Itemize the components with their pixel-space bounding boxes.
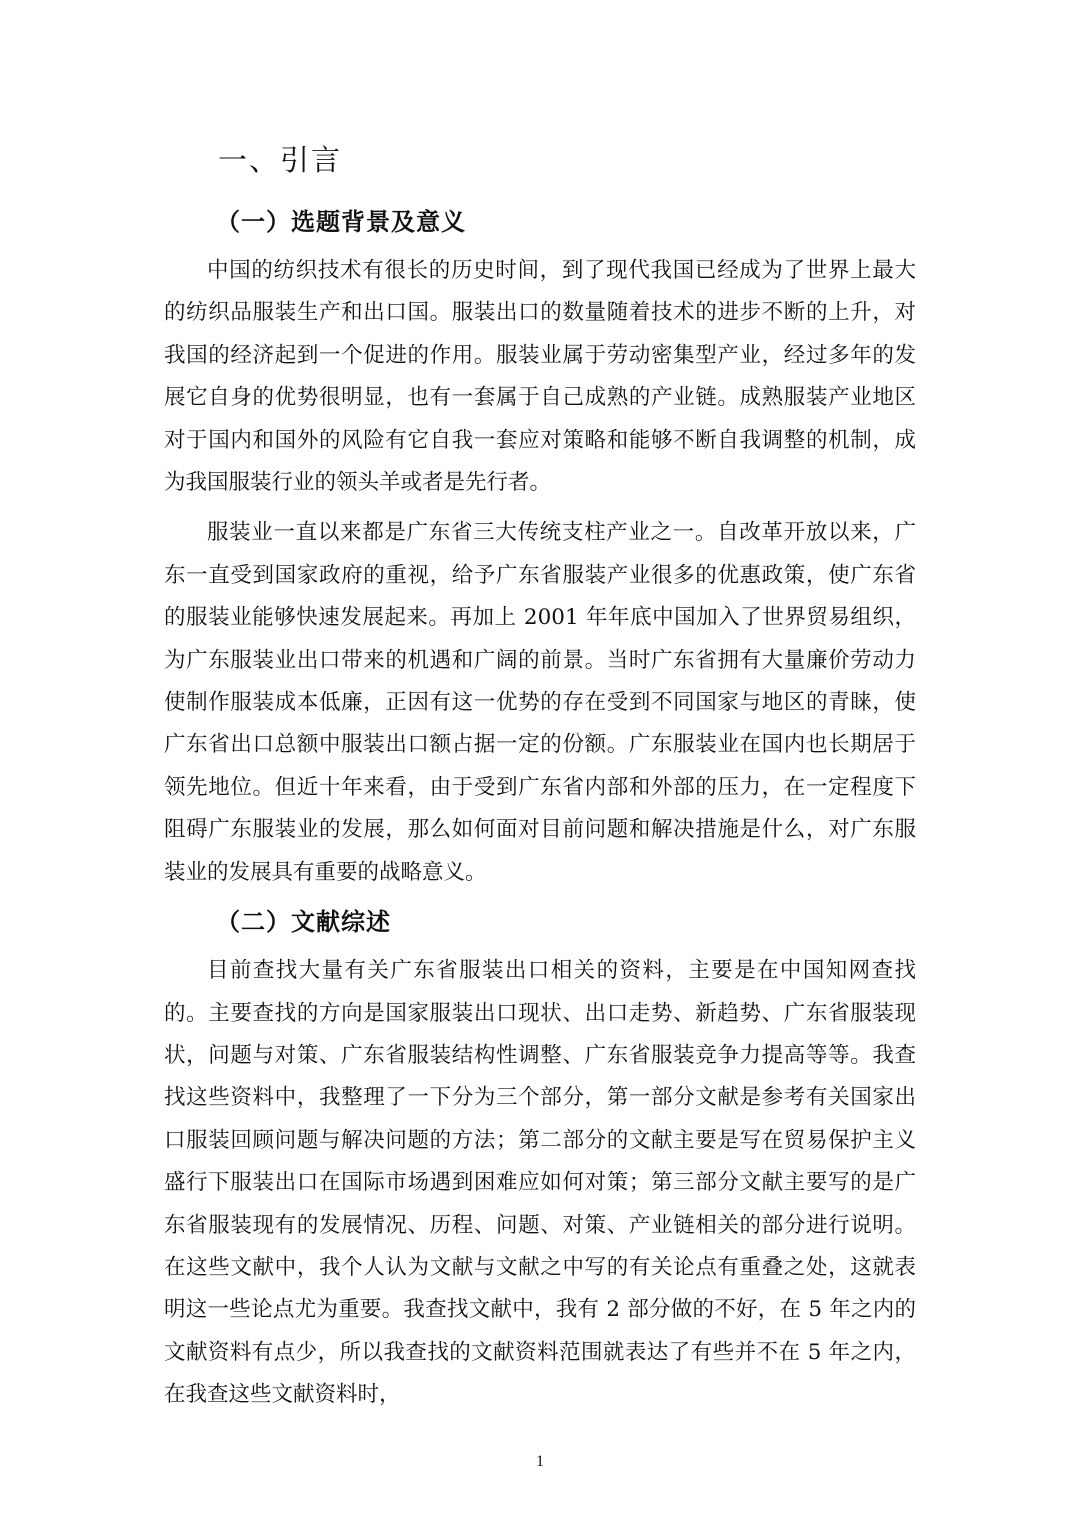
paragraph-background-1: 中国的纺织技术有很长的历史时间，到了现代我国已经成为了世界上最大的纺织品服装生产和出口国。服装出口的数量随着技术的进步不断的上升，对我国的经济起到一个促进的作用。服装业属于劳动密集型产业，经过多年的发展它自身的优势很明显，也有一套属于自己成熟的产业链。成熟服装产业地区对于国内和国外的风险有它自我一套应对策略和能够不断自我调整的机制，成为我国服装行业的领头羊或者是先行者。 [164, 258, 916, 496]
paragraph-background-2: 服装业一直以来都是广东省三大传统支柱产业之一。自改革开放以来，广东一直受到国家政府的重视，给予广东省服装产业很多的优惠政策，使广东省的服装业能够快速发展起来。再加上 2001 年年底中国加入了世界贸易组织，为广东服装业出口带来的机遇和广阔的前景。当时广东省拥有大量廉价劳动力使制作服装成本低廉，正因有这一优势的存在受到不同国家与地区的青睐，使广东省出口总额中服装出口额占据一定的份额。广东服装业在国内也长期居于领先地位。但近十年来看，由于受到广东省内部和外部的压力，在一定程度下阻碍广东服装业的发展，那么如何面对目前问题和解决措施是什么，对广东服装业的发展具有重要的战略意义。 [164, 520, 916, 885]
section-heading-background: （一）选题背景及意义 [216, 207, 466, 236]
document-body [164, 136, 916, 1427]
section-heading-literature-review: （二）文献综述 [216, 907, 391, 937]
page-number: 1 [536, 1453, 544, 1470]
paragraph-literature-review: 目前查找大量有关广东省服装出口相关的资料，主要是在中国知网查找的。主要查找的方向是国家服装出口现状、出口走势、新趋势、广东省服装现状，问题与对策、广东省服装结构性调整、广东省服装竞争力提高等等。我查找这些资料中，我整理了一下分为三个部分，第一部分文献是参考有关国家出口服装回顾问题与解决问题的方法；第二部分的文献主要是写在贸易保护主义盛行下服装出口在国际市场遇到困难应如何对策；第三部分文献主要写的是广东省服装现有的发展情况、历程、问题、对策、产业链相关的部分进行说明。在这些文献中，我个人认为文献与文献之中写的有关论点有重叠之处，这就表明这一些论点尤为重要。我查找文献中，我有 2 部分做的不好，在 5 年之内的文献资料有点少，所以我查找的文献资料范围就表达了有些并不在 5 年之内，在我查这些文献资料时， [164, 958, 916, 1408]
chapter-heading: 一、引言 [218, 143, 343, 177]
